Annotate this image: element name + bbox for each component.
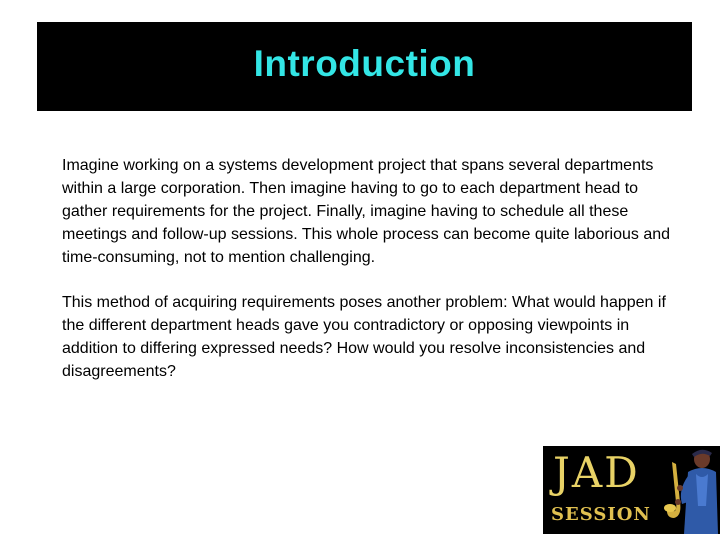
jad-session-badge	[543, 446, 720, 534]
slide-body	[62, 155, 682, 384]
badge-subtitle: SESSION	[551, 504, 651, 525]
title-bar	[37, 22, 692, 111]
saxophone-player-icon	[658, 446, 720, 534]
paragraph-2: This method of acquiring requirements poses another problem: What would happen if the different department heads gave you contradictory or opposing viewpoints in addition to differing expressed needs? How would you resolve inconsistencies and disagreements?	[62, 294, 666, 381]
badge-title: JAD	[553, 448, 640, 497]
paragraph-1: Imagine working on a systems development project that spans several departments within a large corporation. Then imagine having to go to each department head to gather requirements for the project. Finally, imagine having to schedule all these meetings and follow-up sessions. This whole process can become quite laborious and time-consuming, not to mention challenging.	[62, 157, 671, 266]
slide-title: Introduction	[253, 43, 476, 84]
